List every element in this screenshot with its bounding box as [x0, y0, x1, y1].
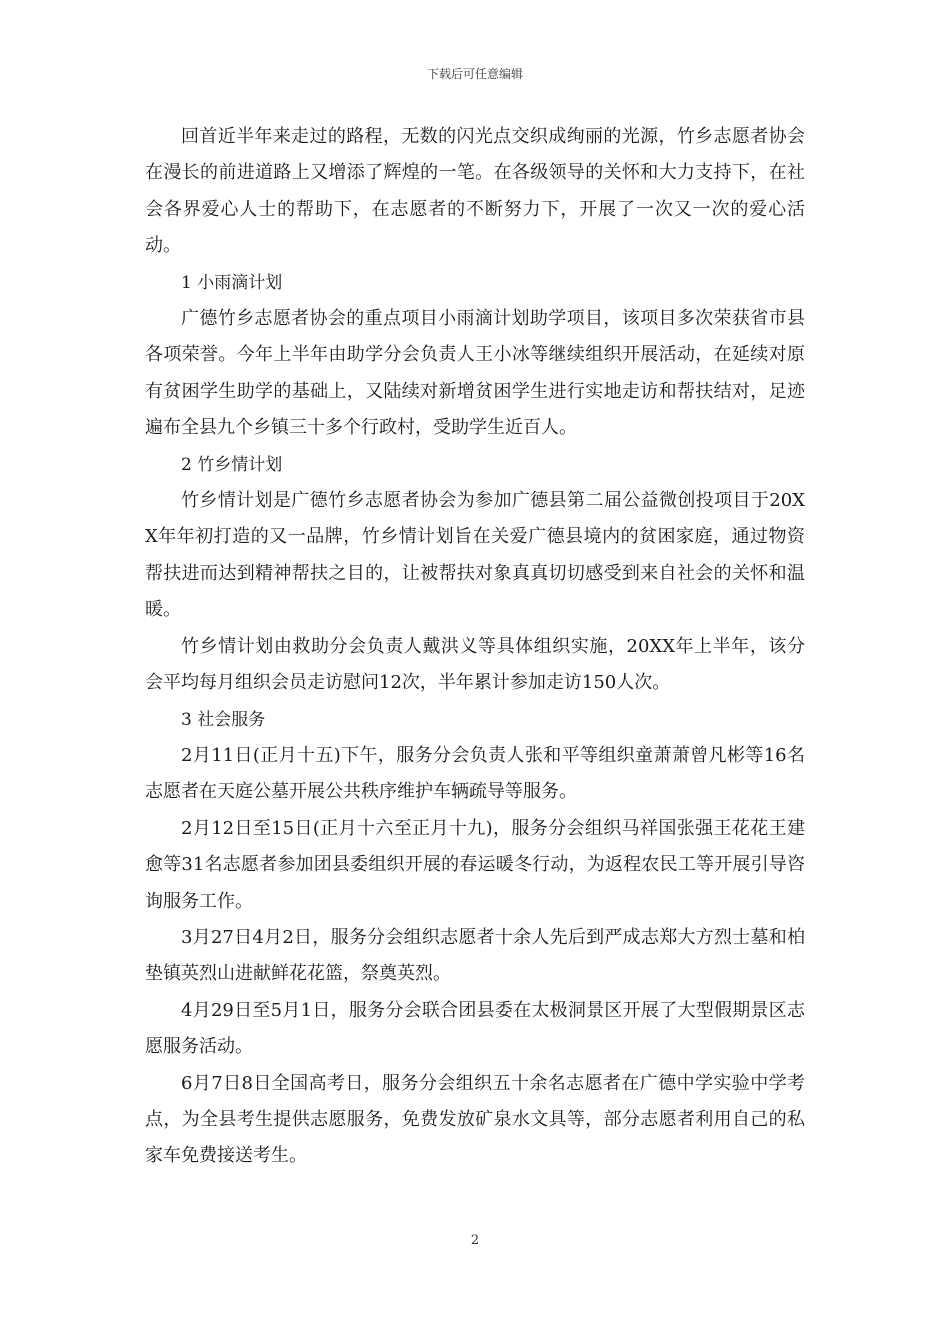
page-number: 2 [470, 1233, 480, 1248]
section-heading-raindrop-plan: 1 小雨滴计划 [181, 272, 283, 293]
page-header: 下载后可任意编辑 [426, 67, 523, 81]
paragraph-service-apr-29: 4月29日至5月1日，服务分会联合团县委在太极洞景区开展了大型假期景区志愿服务活动。 [145, 999, 805, 1058]
paragraph-service-jun-7: 6月7日8日全国高考日，服务分会组织五十余名志愿者在广德中学实验中学考点，为全县考生提供志愿服务，免费发放矿泉水文具等，部分志愿者利用自己的私家车免费接送考生。 [145, 1072, 805, 1167]
paragraph-raindrop-plan: 广德竹乡志愿者协会的重点项目小雨滴计划助学项目，该项目多次荣获省市县各项荣誉。今年上半年由助学分会负责人王小冰等继续组织开展活动，在延续对原有贫困学生助学的基础上，又陆续对新增贫困学生进行实地走访和帮扶结对，足迹遍布全县九个乡镇三十多个行政村，受助学生近百人。 [145, 308, 805, 439]
paragraph-service-feb-12: 2月12日至15日(正月十六至正月十九)，服务分会组织马祥国张强王花花王建愈等31名志愿者参加团县委组织开展的春运暖冬行动，为返程农民工等开展引导咨询服务工作。 [145, 817, 805, 912]
document-body [145, 119, 805, 1175]
paragraph-bamboo-plan-stats: 竹乡情计划由救助分会负责人戴洪义等具体组织实施，20XX年上半年，该分会平均每月组织会员走访慰问12次，半年累计参加走访150人次。 [145, 635, 805, 694]
paragraph-bamboo-plan-intro: 竹乡情计划是广德竹乡志愿者协会为参加广德县第二届公益微创投项目于20XX年年初打造的又一品牌，竹乡情计划旨在关爱广德县境内的贫困家庭，通过物资帮扶进而达到精神帮扶之目的，让被帮扶对象真真切切感受到来自社会的关怀和温暖。 [145, 490, 805, 621]
section-heading-bamboo-plan: 2 竹乡情计划 [181, 454, 283, 475]
paragraph-intro: 回首近半年来走过的路程，无数的闪光点交织成绚丽的光源，竹乡志愿者协会在漫长的前进道路上又增添了辉煌的一笔。在各级领导的关怀和大力支持下，在社会各界爱心人士的帮助下，在志愿者的不断努力下，开展了一次又一次的爱心活动。 [145, 126, 805, 257]
paragraph-service-mar-27: 3月27日4月2日，服务分会组织志愿者十余人先后到严成志郑大方烈士墓和柏垫镇英烈山进献鲜花花篮，祭奠英烈。 [145, 926, 805, 985]
section-heading-social-service: 3 社会服务 [181, 709, 266, 730]
paragraph-service-feb-11: 2月11日(正月十五)下午，服务分会负责人张和平等组织童萧萧曾凡彬等16名志愿者在天庭公墓开展公共秩序维护车辆疏导等服务。 [145, 744, 805, 803]
